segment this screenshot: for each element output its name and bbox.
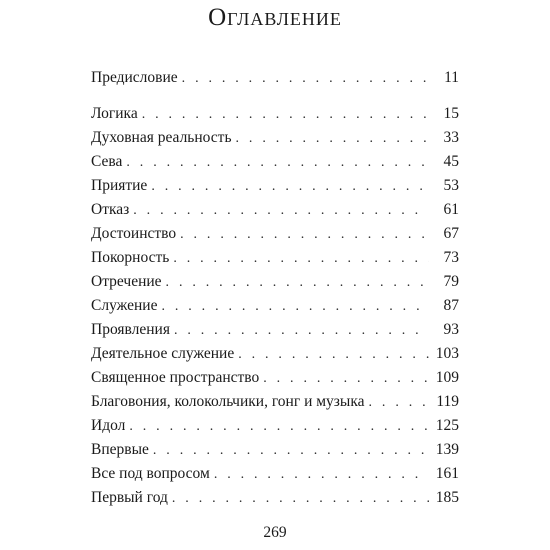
toc-entry-title: Идол [91,417,126,434]
toc-entry [91,414,459,438]
toc-entry-title: Логика [91,105,138,122]
toc-dot-leader [182,67,429,90]
toc-entry-page: 125 [435,417,459,434]
toc-entry-page: 103 [435,345,459,362]
toc-entry [91,486,459,510]
toc-entry [91,150,459,174]
toc-entry-page: 161 [435,465,459,482]
toc-entry-page: 73 [443,249,459,266]
toc-entry-page: 109 [435,369,459,386]
toc-dot-leader [151,175,429,198]
toc-entry [91,462,459,486]
page-title: Оглавление [208,4,342,31]
toc-dot-leader [126,151,429,174]
toc-dot-leader [133,199,429,222]
toc-dot-leader [180,223,429,246]
toc-entry-page: 33 [443,129,459,146]
toc-entry [91,222,459,246]
toc-entry-title: Духовная реальность [91,129,232,146]
toc-entry-title: Предисловие [91,69,178,86]
toc-dot-leader [129,415,429,438]
toc-dot-leader [369,391,429,414]
toc-dot-leader [142,103,429,126]
toc-dot-leader [172,487,429,510]
toc-dot-leader [173,247,429,270]
toc-entry-title: Священное пространство [91,369,260,386]
toc-entry-title: Отказ [91,201,130,218]
toc-entry-page: 139 [435,441,459,458]
toc-entry-title: Достоинство [91,225,177,242]
toc-entry-title: Первый год [91,489,168,506]
toc-dot-leader [174,319,429,342]
toc-entry [91,174,459,198]
toc-entry-title: Служение [91,297,158,314]
toc-entry-page: 61 [443,201,459,218]
toc-entry-page: 67 [443,225,459,242]
toc-entry [91,66,459,90]
toc-entry [91,294,459,318]
toc-entry [91,198,459,222]
toc-entry-title: Все под вопросом [91,465,210,482]
toc-entry [91,342,459,366]
toc-entry-title: Отречение [91,273,162,290]
toc-dot-leader [153,439,429,462]
toc-entry-page: 11 [444,69,459,86]
toc-dot-leader [166,271,429,294]
toc-entry-title: Покорность [91,249,170,266]
toc-entry [91,126,459,150]
toc-entry [91,246,459,270]
toc-entry [91,366,459,390]
toc-entry-title: Проявления [91,321,170,338]
toc-entry-title: Благовония, колокольчики, гонг и музыка [91,393,365,410]
toc-entry-title: Приятие [91,177,148,194]
toc-entry-title: Деятельное служение [91,345,235,362]
toc-entry [91,270,459,294]
toc-entry-page: 119 [436,393,459,410]
toc-dot-leader [161,295,429,318]
toc-entry-page: 87 [443,297,459,314]
toc-entry-page: 93 [443,321,459,338]
toc-entry-page: 185 [435,489,459,506]
toc-entry [91,318,459,342]
table-of-contents [91,66,459,510]
toc-entry-page: 45 [443,153,459,170]
toc-dot-leader [214,463,429,486]
toc-dot-leader [263,367,429,390]
toc-entry-title: Сева [91,153,123,170]
toc-entry-page: 15 [443,105,459,122]
page-number: 269 [263,524,287,541]
toc-dot-leader [238,343,429,366]
toc-dot-leader [236,127,429,150]
toc-entry-title: Впервые [91,441,149,458]
toc-entry [91,102,459,126]
toc-entry-page: 79 [443,273,459,290]
toc-entry [91,390,459,414]
toc-entry-page: 53 [443,177,459,194]
toc-entry [91,438,459,462]
